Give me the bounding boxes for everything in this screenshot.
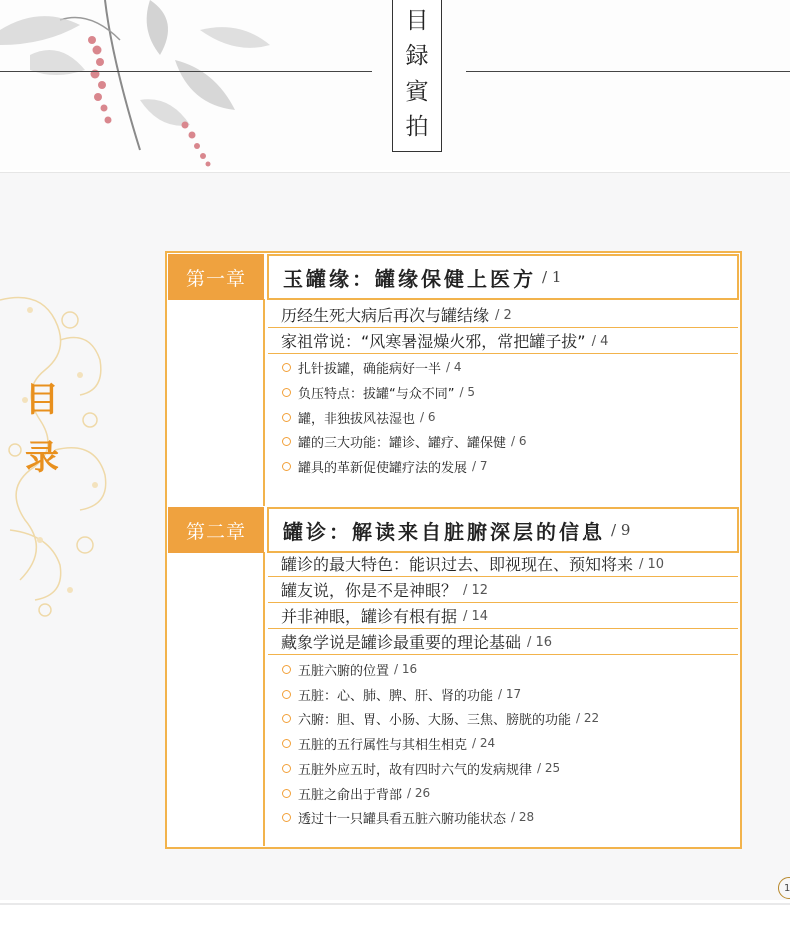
title-seal — [392, 0, 442, 152]
subsection-page: / 5 — [459, 385, 475, 399]
subsection-entry[interactable] — [282, 455, 488, 477]
subsection-entry[interactable] — [282, 782, 430, 804]
circle-bullet-icon — [282, 813, 291, 822]
subsection-entry[interactable] — [282, 430, 527, 452]
subsection-page: / 22 — [576, 711, 600, 725]
chapter-title: 罐诊：解读来自脏腑深层的信息 — [283, 519, 605, 544]
toc-mark-char: 录 — [25, 437, 59, 478]
subsection-entry[interactable] — [282, 732, 495, 754]
subsection-title: 五脏：心、肺、脾、肝、肾的功能 — [298, 688, 494, 704]
section-entry[interactable] — [268, 579, 738, 603]
subsection-title: 扎针拔罐，确能病好一半 — [298, 361, 442, 377]
seal-char: 賓 — [405, 78, 429, 105]
section-entry[interactable] — [268, 553, 738, 577]
subsection-entry[interactable] — [282, 806, 534, 828]
subsection-title: 五脏外应五时，故有四时六气的发病规律 — [298, 762, 533, 778]
section-title: 罐友说，你是不是神眼？ — [281, 581, 458, 600]
header-rule-left — [0, 71, 372, 72]
section-title: 家祖常说：“风寒暑湿燥火邪，常把罐子拔” — [281, 332, 586, 351]
toc-mark — [22, 372, 62, 488]
subsection-entry[interactable] — [282, 356, 462, 378]
chapter-left-column — [168, 299, 265, 506]
seal-char: 録 — [405, 43, 429, 70]
subsection-title: 五脏之俞出于背部 — [298, 787, 403, 803]
circle-bullet-icon — [282, 388, 291, 397]
section-page: / 4 — [591, 334, 609, 349]
section-title: 罐诊的最大特色：能识过去、即视现在、预知将来 — [281, 555, 634, 574]
subsection-page: / 24 — [472, 736, 496, 750]
section-title: 历经生死大病后再次与罐结缘 — [281, 306, 490, 325]
subsection-page: / 16 — [394, 662, 418, 676]
subsection-page: / 6 — [420, 410, 436, 424]
chapter-heading[interactable] — [267, 507, 739, 553]
circle-bullet-icon — [282, 665, 291, 674]
subsection-entry[interactable] — [282, 707, 599, 729]
chapter-tab: 第一章 — [168, 254, 264, 300]
circle-bullet-icon — [282, 413, 291, 422]
circle-bullet-icon — [282, 789, 291, 798]
subsection-title: 罐，非独拔风祛湿也 — [298, 411, 416, 427]
circle-bullet-icon — [282, 437, 291, 446]
section-title: 藏象学说是罐诊最重要的理论基础 — [281, 633, 522, 652]
plant-illustration — [0, 0, 300, 170]
subsection-page: / 26 — [407, 786, 431, 800]
page-bottom-area — [0, 900, 790, 939]
section-entry[interactable] — [268, 304, 738, 328]
subsection-title: 罐的三大功能：罐诊、罐疗、罐保健 — [298, 435, 507, 451]
circle-bullet-icon — [282, 714, 291, 723]
seal-char: 目 — [405, 8, 429, 35]
subsection-title: 六腑：胆、胃、小肠、大肠、三焦、膀胱的功能 — [298, 712, 572, 728]
toc-mark-char: 目 — [25, 380, 59, 420]
circle-bullet-icon — [282, 764, 291, 773]
circle-bullet-icon — [282, 363, 291, 372]
subsection-title: 透过十一只罐具看五脏六腑功能状态 — [298, 811, 507, 827]
chapter-tab: 第二章 — [168, 507, 264, 553]
circle-bullet-icon — [282, 739, 291, 748]
subsection-entry[interactable] — [282, 683, 521, 705]
section-page: / 10 — [639, 557, 665, 572]
subsection-page: / 17 — [498, 687, 522, 701]
section-entry[interactable] — [268, 605, 738, 629]
header-rule-right — [466, 71, 790, 72]
seal-char: 拍 — [405, 113, 429, 140]
subsection-page: / 4 — [446, 360, 462, 374]
circle-bullet-icon — [282, 462, 291, 471]
section-entry[interactable] — [268, 631, 738, 655]
chapter-left-column — [168, 552, 265, 846]
subsection-page: / 6 — [511, 434, 527, 448]
subsection-title: 五脏的五行属性与其相生相克 — [298, 737, 468, 753]
chapter-page: / 9 — [611, 521, 631, 539]
subsection-entry[interactable] — [282, 381, 475, 403]
chapter-page: / 1 — [542, 268, 562, 286]
subsection-entry[interactable] — [282, 406, 436, 428]
chapter-title: 玉罐缘：罐缘保健上医方 — [283, 266, 536, 291]
subsection-title: 五脏六腑的位置 — [298, 663, 390, 679]
section-page: / 14 — [463, 609, 489, 624]
section-page: / 12 — [463, 583, 489, 598]
subsection-title: 负压特点：拔罐“与众不同” — [298, 386, 455, 402]
subsection-entry[interactable] — [282, 757, 560, 779]
circle-bullet-icon — [282, 690, 291, 699]
page-edge-rule — [0, 903, 790, 905]
chapter-heading[interactable] — [267, 254, 739, 300]
section-page: / 16 — [527, 635, 553, 650]
subsection-entry[interactable] — [282, 658, 417, 680]
subsection-page: / 25 — [537, 761, 561, 775]
section-page: / 2 — [495, 308, 512, 323]
subsection-page: / 7 — [472, 459, 488, 473]
subsection-title: 罐具的革新促使罐疗法的发展 — [298, 460, 468, 476]
section-title: 并非神眼，罐诊有根有据 — [281, 607, 458, 626]
subsection-page: / 28 — [511, 810, 535, 824]
page-number: 1 — [778, 877, 790, 899]
section-entry[interactable] — [268, 330, 738, 354]
